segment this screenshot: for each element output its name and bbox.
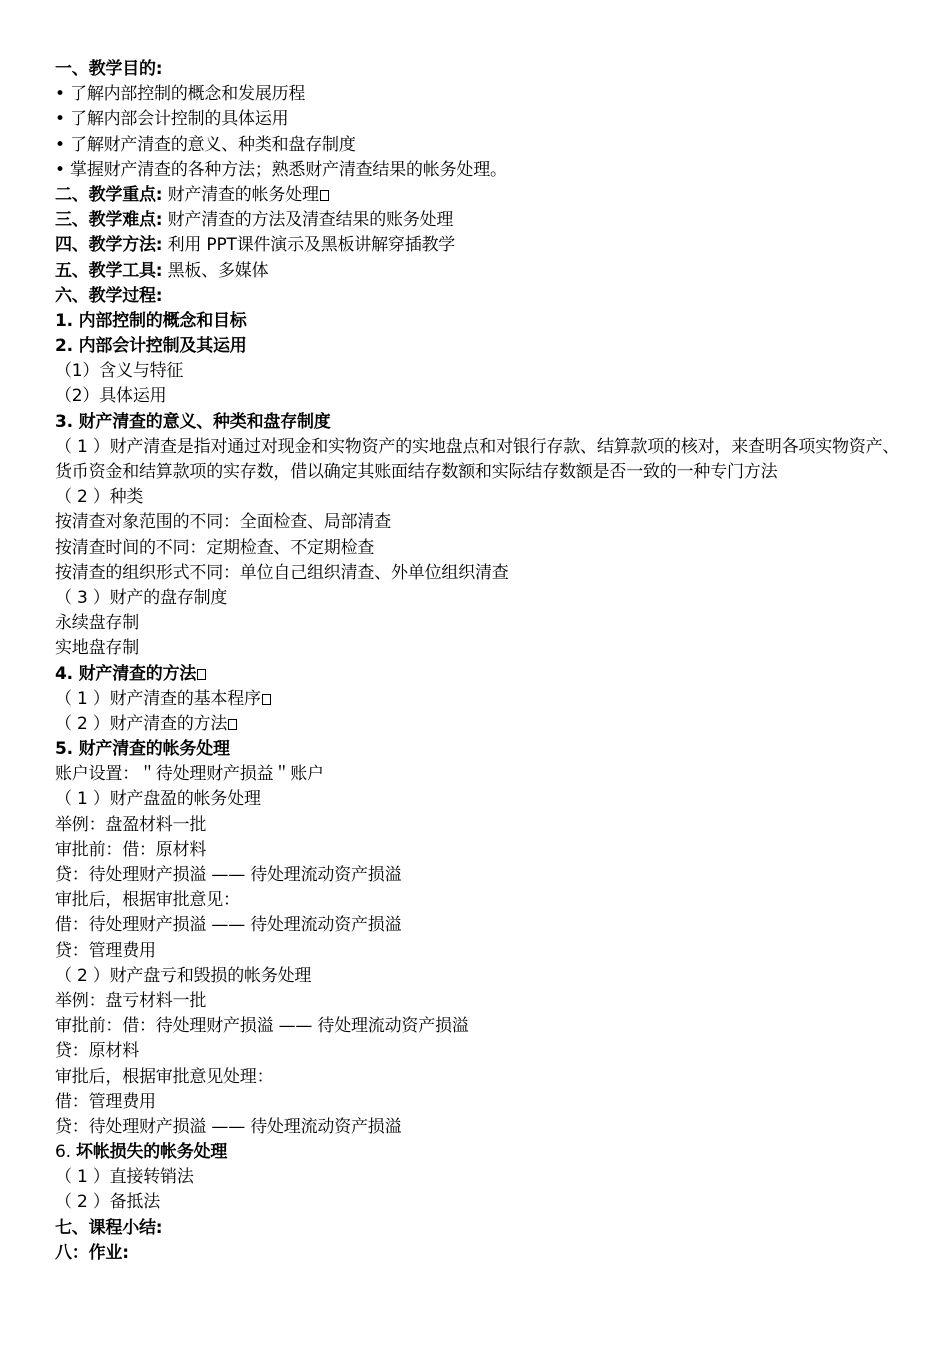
teaching-difficulty: [55, 208, 915, 233]
list-item: 借：待处理财产损溢 —— 待处理流动资产损溢: [55, 915, 402, 936]
list-item: （2）具体运用: [55, 386, 167, 407]
subheading-text: 4. 财产清查的方法: [55, 663, 197, 684]
subheading-bad-debt: [55, 1140, 915, 1165]
list-item: 按清查对象范围的不同：全面检查、局部清查: [55, 512, 391, 533]
teaching-focus-text: 财产清查的帐务处理: [162, 184, 319, 205]
teaching-method: [55, 233, 915, 258]
list-item: 审批后，根据审批意见：: [55, 890, 240, 911]
definition-paragraph: （ 1 ）财产清查是指对通过对现金和实物资产的实地盘点和对银行存款、结算款项的核对，来查明各项实物资产、货币资金和结算款项的实存数，借以确定其账面结存数额和实际结存数额是否一致的一种专门方法: [55, 436, 900, 483]
list-item: 审批前：借：原材料: [55, 839, 207, 860]
document-body: [55, 57, 915, 1266]
list-item: 举例：盘亏材料一批: [55, 990, 207, 1011]
objective-item: • 了解内部会计控制的具体运用: [55, 109, 289, 130]
teaching-method-label: 四、教学方法:: [55, 235, 163, 256]
list-item: [55, 712, 915, 737]
list-item: 按清查的组织形式不同：单位自己组织清查、外单位组织清查: [55, 562, 509, 583]
list-item: （ 2 ）种类: [55, 487, 144, 508]
list-item: （ 1 ）直接转销法: [55, 1167, 194, 1188]
list-item: 按清查时间的不同：定期检查、不定期检查: [55, 537, 375, 558]
list-item: （ 3 ）财产的盘存制度: [55, 587, 228, 608]
subheading-internal-accounting-control: 2. 内部会计控制及其运用: [55, 336, 247, 357]
list-item: （ 2 ）备抵法: [55, 1192, 161, 1213]
objective-item: • 了解内部控制的概念和发展历程: [55, 84, 306, 105]
teaching-tools-label: 五、教学工具:: [55, 260, 163, 281]
list-item: 审批后，根据审批意见处理：: [55, 1066, 274, 1087]
teaching-focus-label: 二、教学重点:: [55, 184, 163, 205]
list-item: （1）含义与特征: [55, 361, 184, 382]
teaching-difficulty-label: 三、教学难点:: [55, 210, 163, 231]
list-item: 贷：待处理财产损溢 —— 待处理流动资产损溢: [55, 1116, 402, 1137]
heading-course-summary: 七、课程小结:: [55, 1217, 163, 1238]
subheading-text: 坏帐损失的帐务处理: [76, 1142, 228, 1163]
teaching-tools-text: 黑板、多媒体: [162, 260, 269, 281]
list-item: [55, 687, 915, 712]
list-item: 借：管理费用: [55, 1091, 156, 1112]
placeholder-box-icon: [262, 694, 271, 705]
list-item: 贷：管理费用: [55, 940, 156, 961]
list-item: 账户设置：＂待处理财产损益＂账户: [55, 764, 324, 785]
heading-teaching-objectives: 一、教学目的:: [55, 59, 163, 79]
list-item: 永续盘存制: [55, 613, 139, 634]
list-item: 审批前：借：待处理财产损溢 —— 待处理流动资产损溢: [55, 1016, 469, 1037]
subheading-number: 6.: [55, 1142, 77, 1163]
objective-item: • 了解财产清查的意义、种类和盘存制度: [55, 134, 356, 155]
placeholder-box-icon: [320, 190, 329, 201]
subheading-inventory-methods: [55, 662, 915, 687]
list-item-text: （ 1 ）财产清查的基本程序: [55, 688, 261, 709]
placeholder-box-icon: [228, 719, 237, 730]
list-item: 实地盘存制: [55, 638, 139, 659]
placeholder-box-icon: [197, 669, 206, 680]
heading-homework: 八：作业:: [55, 1242, 129, 1263]
subheading-property-inventory: 3. 财产清查的意义、种类和盘存制度: [55, 411, 331, 432]
subheading-accounting-treatment: 5. 财产清查的帐务处理: [55, 739, 230, 760]
teaching-difficulty-text: 财产清查的方法及清查结果的账务处理: [162, 210, 454, 231]
list-item: 贷：原材料: [55, 1041, 139, 1062]
heading-teaching-process: 六、教学过程:: [55, 285, 163, 306]
list-item: （ 1 ）财产盘盈的帐务处理: [55, 789, 261, 810]
list-item: （ 2 ）财产盘亏和毁损的帐务处理: [55, 965, 312, 986]
list-item-text: （ 2 ）财产清查的方法: [55, 713, 228, 734]
subheading-internal-control: 1. 内部控制的概念和目标: [55, 310, 247, 331]
objective-item: • 掌握财产清查的各种方法；熟悉财产清查结果的帐务处理。: [55, 159, 507, 180]
teaching-focus: [55, 183, 915, 208]
teaching-tools: [55, 259, 915, 284]
teaching-method-text: 利用 PPT课件演示及黑板讲解穿插教学: [162, 235, 456, 256]
list-item: 贷：待处理财产损溢 —— 待处理流动资产损溢: [55, 865, 402, 886]
list-item: 举例：盘盈材料一批: [55, 814, 207, 835]
